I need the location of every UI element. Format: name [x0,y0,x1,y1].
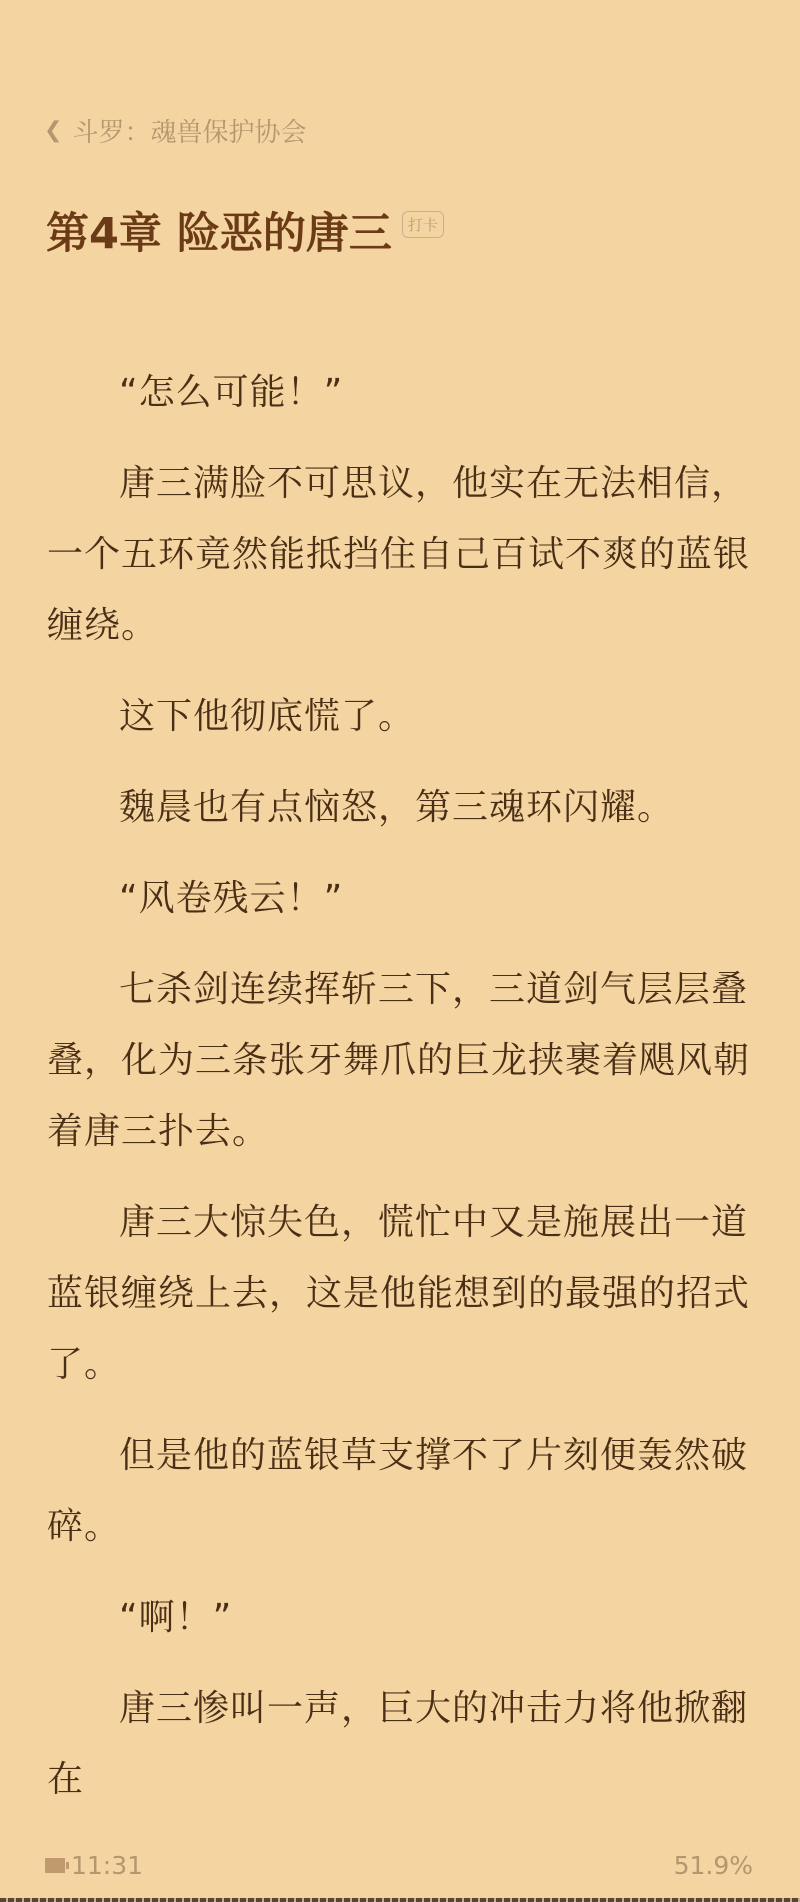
back-button[interactable] [44,112,800,148]
checkin-badge[interactable]: 打卡 [402,211,444,238]
paragraph: 唐三惨叫一声，巨大的冲击力将他掀翻在 [47,1688,749,1800]
chapter-title [46,202,800,258]
chapter-title-text: 第4章 险恶的唐三 [46,208,392,259]
chevron-left-icon: ❮ [44,117,63,143]
paragraph: “怎么可能！” [119,372,344,413]
chapter-content [47,357,763,1835]
clock: 11:31 [71,1851,144,1880]
paragraph: “风卷残云！” [119,878,344,919]
paragraph: 这下他彻底慌了。 [119,696,416,737]
footer [0,1835,800,1894]
paragraph: 唐三大惊失色，慌忙中又是施展出一道蓝银缠绕上去，这是他能想到的最强的招式了。 [47,1202,751,1385]
paragraph: 魏晨也有点恼怒，第三魂环闪耀。 [119,787,675,828]
paragraph: 唐三满脸不可思议，他实在无法相信，一个五环竟然能抵挡住自己百试不爽的蓝银缠绕。 [47,463,751,646]
battery-icon [45,1858,65,1873]
paragraph: “啊！” [119,1597,233,1638]
reading-progress: 51.9% [673,1851,753,1880]
paragraph: 但是他的蓝银草支撑不了片刻便轰然破碎。 [47,1435,749,1547]
status-bar [45,1851,143,1880]
paragraph: 七杀剑连续挥斩三下，三道剑气层层叠叠，化为三条张牙舞爪的巨龙挟裹着飓风朝着唐三扑去。 [47,969,751,1152]
book-title: 斗罗：魂兽保护协会 [72,117,307,148]
bottom-divider [0,1898,800,1902]
